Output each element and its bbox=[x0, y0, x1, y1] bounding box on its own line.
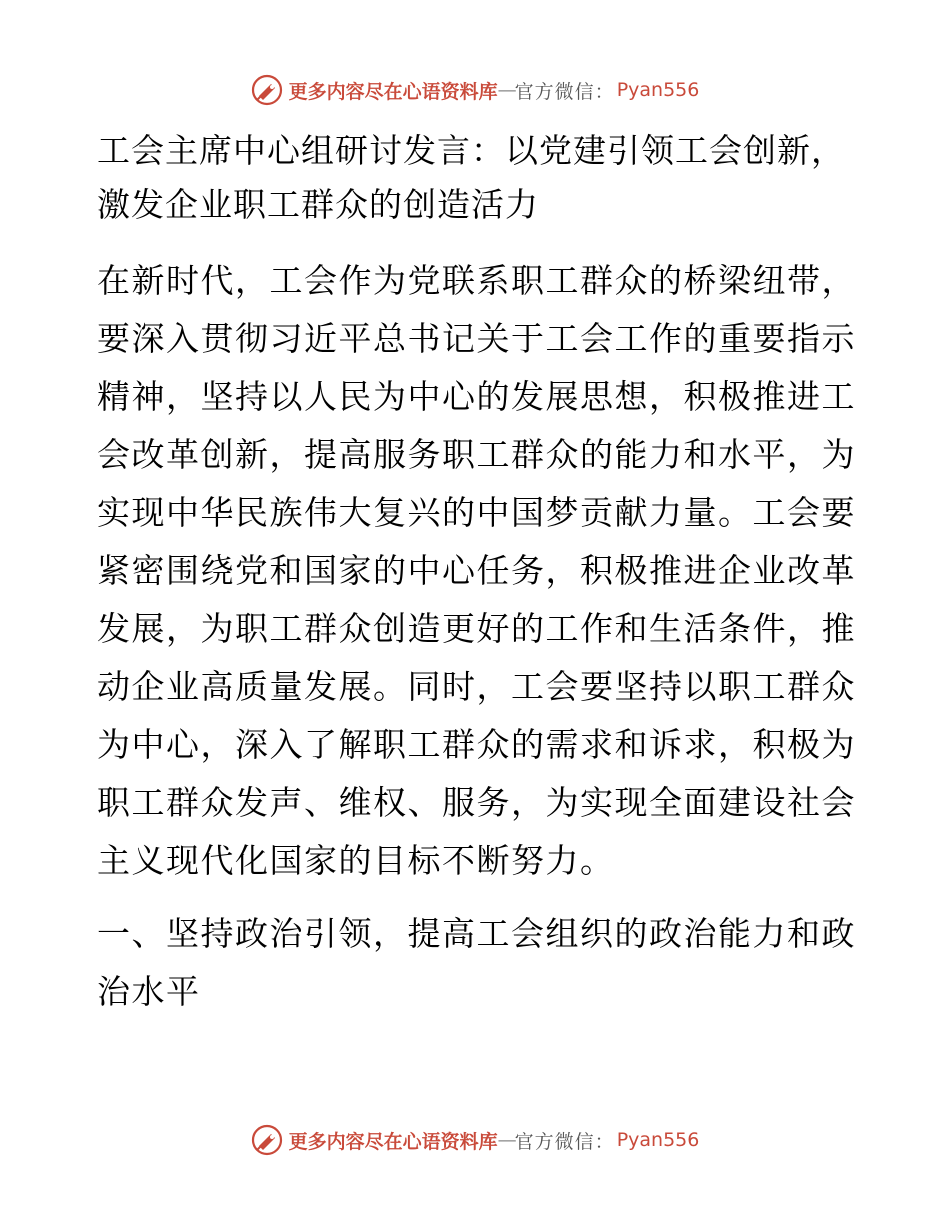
banner-separator: — bbox=[497, 79, 515, 101]
banner-text: 更多内容尽在心语资料库 bbox=[288, 80, 498, 103]
body-paragraph: 在新时代，工会作为党联系职工群众的桥梁纽带，要深入贯彻习近平总书记关于工会工作的重要指示精神，坚持以人民为中心的发展思想，积极推进工会改革创新，提高服务职工群众的能力和水平，为实现中华民族伟大复兴的中国梦贡献力量。工会要紧密围绕党和国家的中心任务，积极推进企业改革发展，为职工群众创造更好的工作和生活条件，推动企业高质量发展。同时，工会要坚持以职工群众为中心，深入了解职工群众的需求和诉求，积极为职工群众发声、维权、服务，为实现全面建设社会主义现代化国家的目标不断努力。 bbox=[97, 261, 856, 880]
document-title: 工会主席中心组研讨发言：以党建引领工会创新，激发企业职工群众的创造活力 bbox=[97, 131, 845, 224]
footer-official-label: 官方微信： bbox=[514, 1130, 615, 1153]
footer-banner-text: 更多内容尽在心语资料库 bbox=[288, 1130, 498, 1153]
banner-official-label: 官方微信： bbox=[514, 80, 615, 103]
footer-banner bbox=[0, 1120, 950, 1160]
footer-wechat-id: Pyan556 bbox=[616, 1129, 700, 1151]
header-banner bbox=[0, 70, 950, 110]
pen-nib-logo-icon bbox=[251, 1124, 283, 1156]
banner-wechat-id: Pyan556 bbox=[616, 79, 700, 101]
section-heading: 一、坚持政治引领，提高工会组织的政治能力和政治水平 bbox=[97, 914, 856, 1011]
pen-nib-logo-icon bbox=[251, 74, 283, 106]
footer-banner-separator: — bbox=[497, 1129, 515, 1151]
